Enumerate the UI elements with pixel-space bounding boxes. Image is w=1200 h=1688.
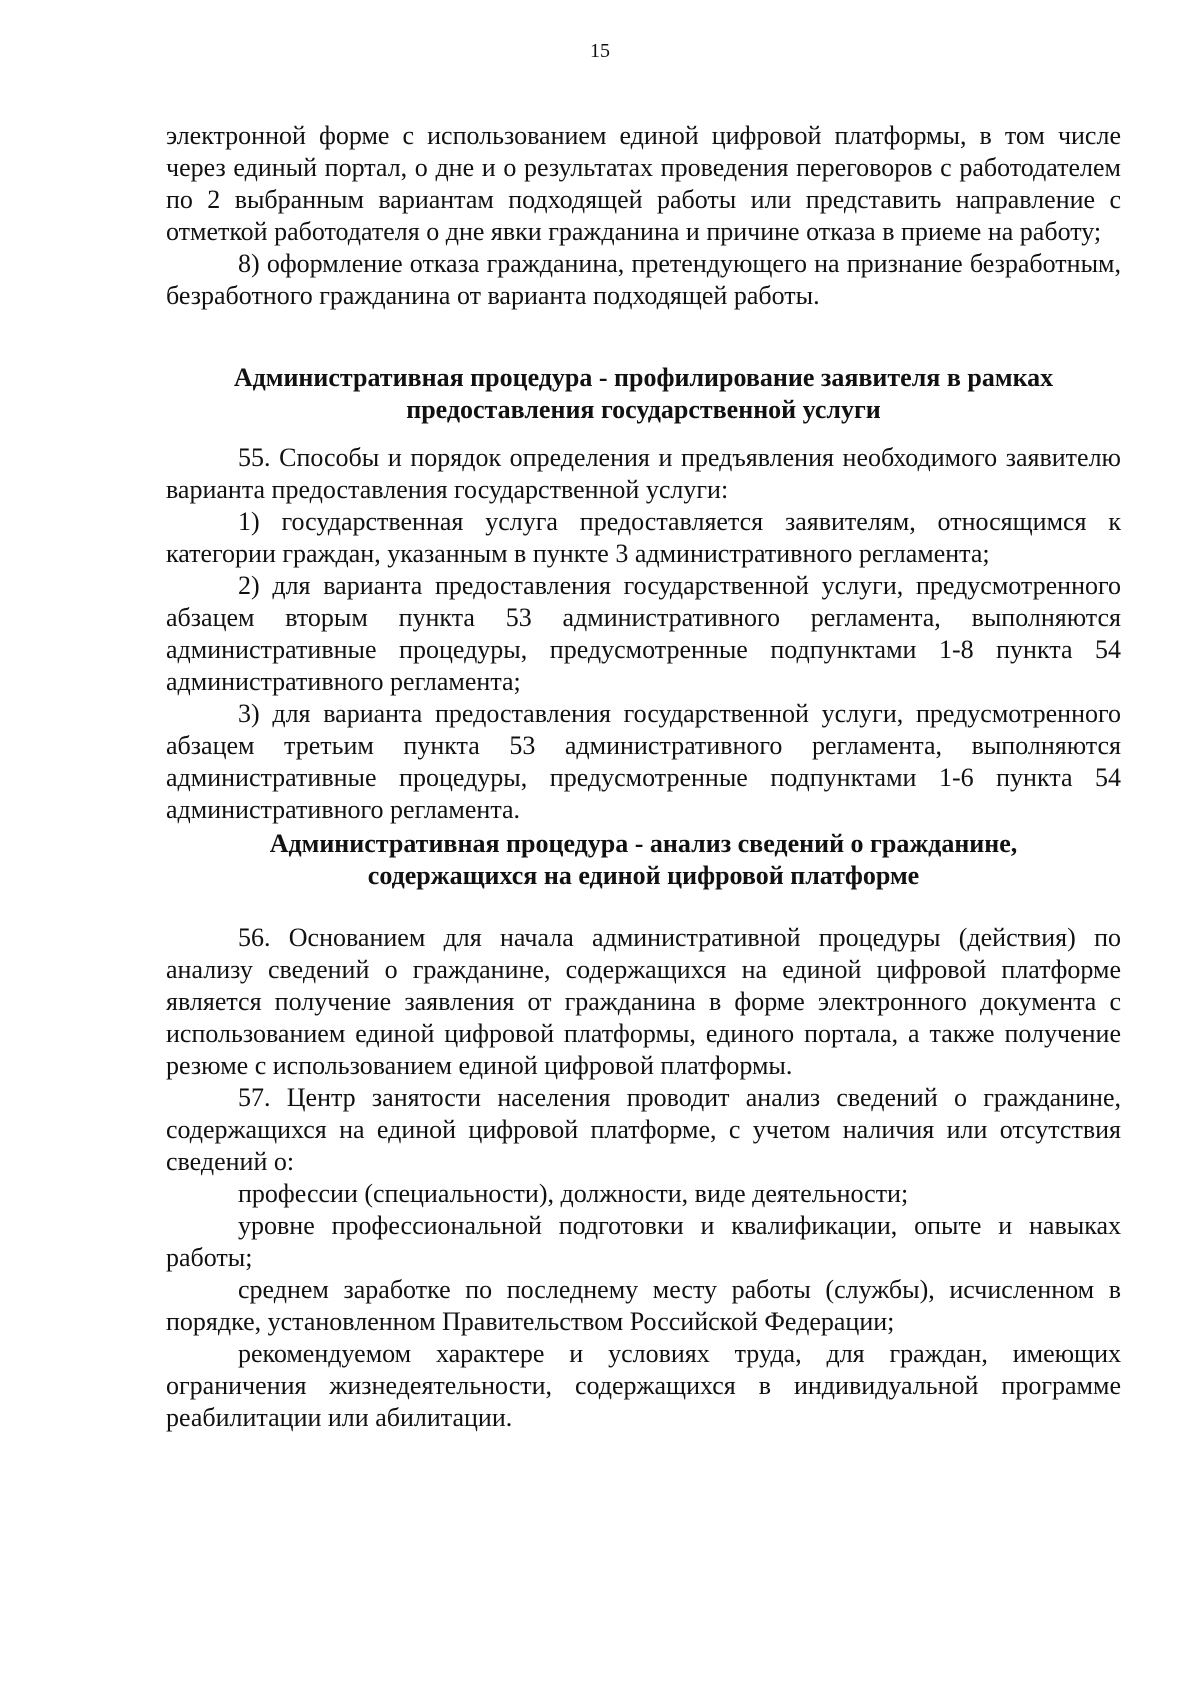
paragraph-57: 57. Центр занятости населения проводит анализ сведений о гражданине, содержащихся на единой цифровой платформе, с учетом наличия или отсутствия сведений о:: [166, 1083, 1121, 1176]
paragraph-55: 55. Способы и порядок определения и предъявления необходимого заявителю варианта предоставления государственной услуги:: [166, 443, 1121, 504]
heading-line: предоставления государственной услуги: [406, 395, 881, 424]
paragraph-56: 56. Основанием для начала административной процедуры (действия) по анализу сведений о гражданине, содержащихся на единой цифровой платформе является получение заявления от гражданина в форме электронного документа с использованием единой цифровой платформы, единого портала, а также получение резюме с использованием единой цифровой платформы.: [166, 923, 1121, 1080]
section-55-block: [166, 442, 1121, 826]
page-number: 15: [590, 40, 610, 62]
section-heading-profiling: [166, 362, 1121, 426]
paragraph-55-item-2: 2) для варианта предоставления государственной услуги, предусмотренного абзацем вторым пункта 53 административного регламента, выполняются административные процедуры, предусмотренные подпунктами 1-8 пункта 54 административного регламента;: [166, 571, 1121, 696]
top-text-block: [166, 120, 1121, 312]
paragraph-item-8: 8) оформление отказа гражданина, претендующего на признание безработным, безработного гражданина от варианта подходящей работы.: [166, 249, 1121, 310]
paragraph-55-item-1: 1) государственная услуга предоставляется заявителям, относящимся к категории граждан, указанным в пункте 3 административного регламента;: [166, 507, 1121, 568]
paragraph-continuation: электронной форме с использованием единой цифровой платформы, в том числе через единый портал, о дне и о результатах проведения переговоров с работодателем по 2 выбранным вариантам подходящей работы или представить направление с отметкой работодателя о дне явки гражданина и причине отказа в приеме на работу;: [166, 121, 1121, 246]
list-item-profession: профессии (специальности), должности, виде деятельности;: [238, 1179, 909, 1208]
heading-line: Административная процедура - анализ сведений о гражданине,: [269, 829, 1018, 858]
heading-line: содержащихся на единой цифровой платформе: [367, 861, 920, 890]
list-item-salary: среднем заработке по последнему месту работы (службы), исчисленном в порядке, установленном Правительством Российской Федерации;: [166, 1275, 1121, 1336]
heading-line: Административная процедура - профилирование заявителя в рамках: [233, 363, 1054, 392]
list-item-work-conditions: рекомендуемом характере и условиях труда, для граждан, имеющих ограничения жизнедеятельности, содержащихся в индивидуальной программе реабилитации или абилитации.: [166, 1339, 1121, 1432]
section-heading-analysis: [166, 828, 1121, 892]
section-56-block: [166, 922, 1121, 1434]
list-item-qualification: уровне профессиональной подготовки и квалификации, опыте и навыках работы;: [166, 1211, 1121, 1272]
paragraph-55-item-3: 3) для варианта предоставления государственной услуги, предусмотренного абзацем третьим пункта 53 административного регламента, выполняются административные процедуры, предусмотренные подпунктами 1-6 пункта 54 административного регламента.: [166, 699, 1121, 824]
